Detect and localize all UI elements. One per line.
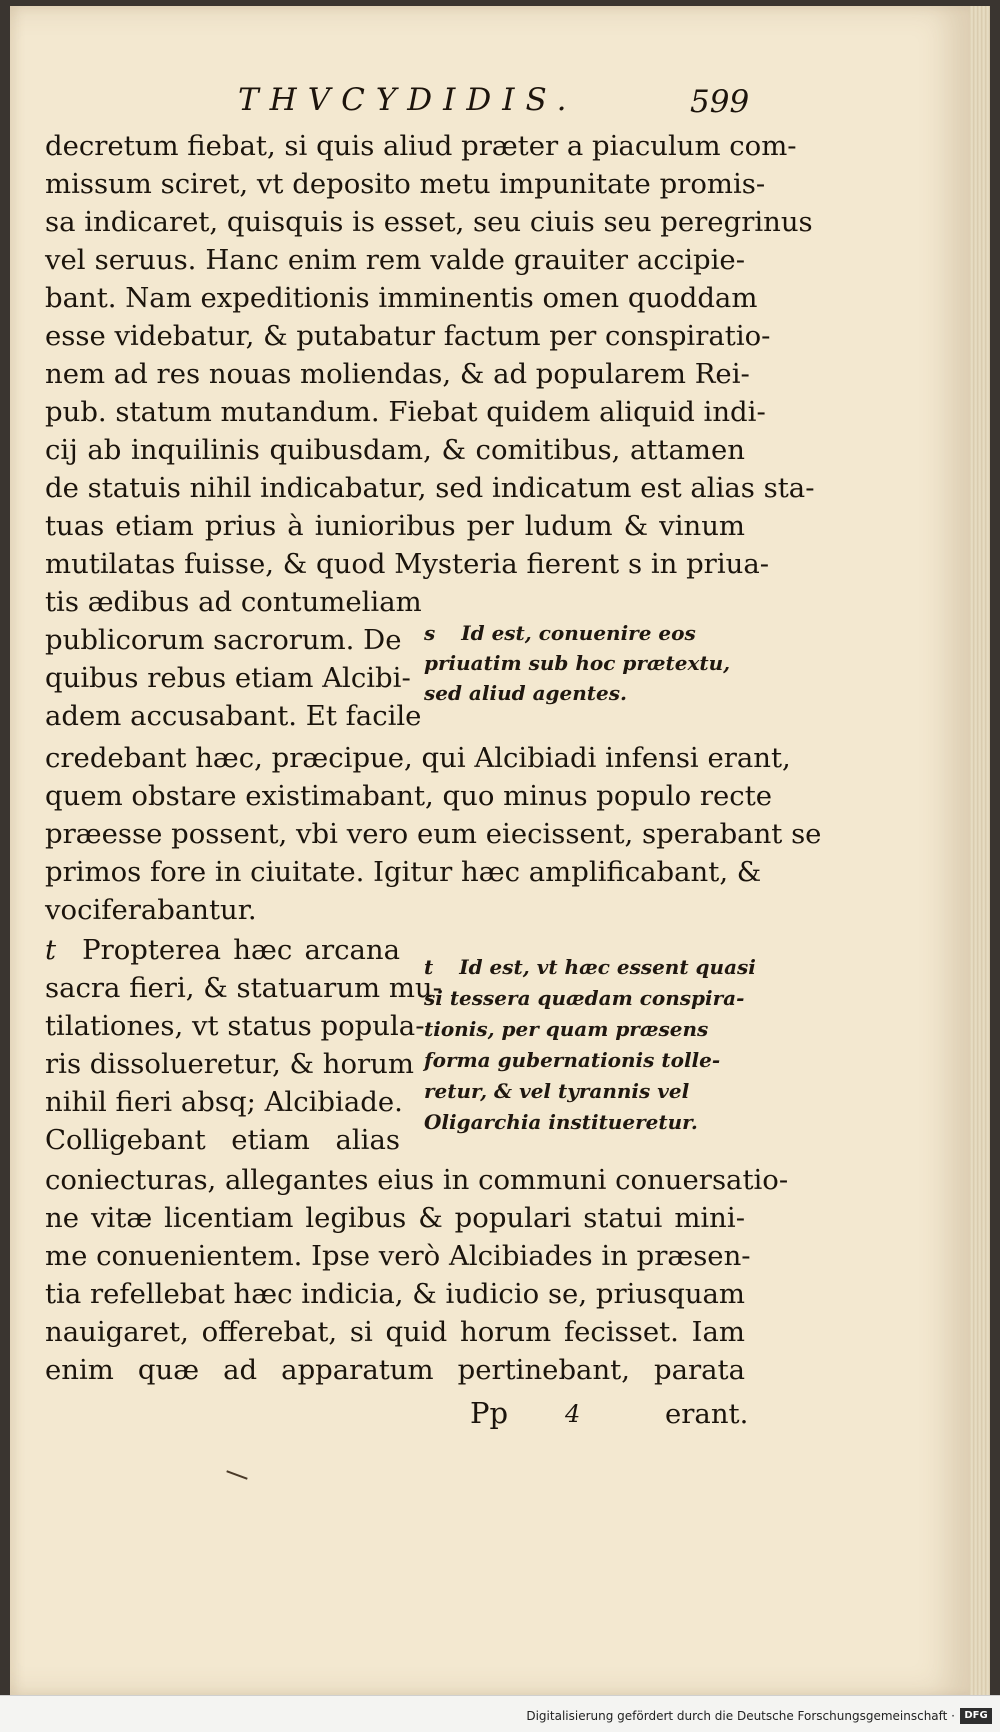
note-marker: s — [424, 621, 436, 645]
text-line: nihil fieri absq; Alcibiade. — [45, 1086, 403, 1118]
text-line: enim quæ ad apparatum pertinebant, parata — [45, 1354, 745, 1386]
text-line: decretum fiebat, si quis aliud præter a piaculum com- — [45, 130, 797, 162]
side-note-line: retur, & vel tyrannis vel — [424, 1079, 690, 1103]
text-line: coniecturas, allegantes eius in communi conuersatio- — [45, 1164, 789, 1196]
text-line: ne vitæ licentiam legibus & populari statui mini- — [45, 1202, 745, 1234]
text-line: tis ædibus ad contumeliam — [45, 586, 422, 618]
signature-mark: Pp — [470, 1396, 509, 1430]
text-line: credebant hæc, præcipue, qui Alcibiadi infensi erant, — [45, 742, 791, 774]
text-line: vociferabantur. — [45, 894, 257, 926]
text-line: ris dissolueretur, & horum — [45, 1048, 414, 1080]
text-line: pub. statum mutandum. Fiebat quidem aliquid indi- — [45, 396, 766, 428]
footer-credit: Digitalisierung gefördert durch die Deutsche Forschungsgemeinschaft · — [526, 1709, 955, 1723]
signature-number: 4 — [565, 1400, 581, 1428]
catchword: erant. — [665, 1398, 749, 1430]
running-head: THVCYDIDIS. — [238, 82, 578, 118]
text-line: esse videbatur, & putabatur factum per conspiratio- — [45, 320, 771, 352]
text-line: sa indicaret, quisquis is esset, seu ciuis seu peregrinus — [45, 206, 813, 238]
dfg-logo: DFG — [960, 1708, 992, 1724]
text-line: Colligebant etiam alias — [45, 1124, 400, 1156]
text-line: nauigaret, offerebat, si quid horum fecisset. Iam — [45, 1316, 745, 1348]
text-line: tuas etiam prius à iunioribus per ludum & vinum — [45, 510, 745, 542]
text-line: præesse possent, vbi vero eum eiecissent, sperabant se — [45, 818, 822, 850]
page-edge — [970, 6, 990, 1696]
footer-bar — [0, 1695, 1000, 1732]
text-line: de statuis nihil indicabatur, sed indicatum est alias sta- — [45, 472, 815, 504]
text-line: missum sciret, vt deposito metu impunitate promis- — [45, 168, 766, 200]
text-line: publicorum sacrorum. De — [45, 624, 402, 656]
text-line: vel seruus. Hanc enim rem valde grauiter accipie- — [45, 244, 745, 276]
note-text: Id est, conuenire eos — [461, 621, 696, 645]
paragraph-marker: t — [45, 934, 57, 966]
text-line: mutilatas fuisse, & quod Mysteria fierent s in priua- — [45, 548, 770, 580]
side-note-line: Oligarchia institueretur. — [424, 1110, 698, 1134]
side-note-line: forma gubernationis tolle- — [424, 1048, 721, 1072]
text-line: cij ab inquilinis quibusdam, & comitibus, attamen — [45, 434, 745, 466]
text-line: tilationes, vt status popula- — [45, 1010, 425, 1042]
text-line: me conuenientem. Ipse verò Alcibiades in præsen- — [45, 1240, 751, 1272]
side-note-line: si tessera quædam conspira- — [424, 986, 745, 1010]
text-line-content: Propterea hæc arcana — [82, 934, 400, 966]
text-line: bant. Nam expeditionis imminentis omen quoddam — [45, 282, 758, 314]
text-line: adem accusabant. Et facile — [45, 700, 422, 732]
text-line: sacra fieri, & statuarum mu- — [45, 972, 442, 1004]
text-line: primos fore in ciuitate. Igitur hæc amplificabant, & — [45, 856, 762, 888]
side-note-line: sed aliud agentes. — [424, 681, 627, 705]
text-line: nem ad res nouas moliendas, & ad popularem Rei- — [45, 358, 750, 390]
text-line — [45, 932, 400, 968]
text-line: tia refellebat hæc indicia, & iudicio se, priusquam — [45, 1278, 745, 1310]
side-note-line: tionis, per quam præsens — [424, 1017, 709, 1041]
page-number: 599 — [690, 84, 750, 120]
text-line: quem obstare existimabant, quo minus populo recte — [45, 780, 773, 812]
note-marker: t — [424, 955, 434, 979]
text-line: quibus rebus etiam Alcibi- — [45, 662, 411, 694]
side-note-line — [424, 618, 746, 649]
note-text: Id est, vt hæc essent quasi — [459, 955, 756, 979]
side-note-line — [424, 952, 756, 983]
side-note-line: priuatim sub hoc prætextu, — [424, 651, 731, 675]
